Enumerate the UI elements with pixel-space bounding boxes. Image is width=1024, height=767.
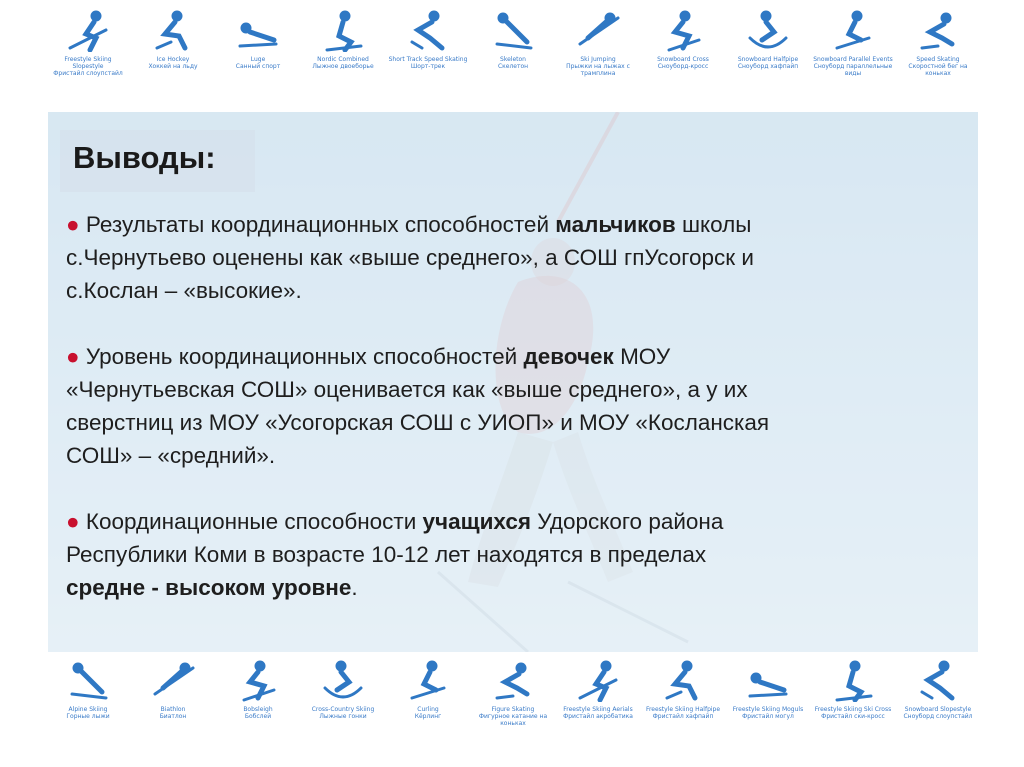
- freestyle-halfpipe-icon: [661, 658, 705, 702]
- pictogram-label: Luge Санный спорт: [235, 56, 281, 70]
- bobsleigh-icon: [236, 658, 280, 702]
- snowboard-cross-icon: [661, 8, 705, 52]
- sport-pictogram: [558, 658, 638, 720]
- bullet-icon: ●: [66, 212, 86, 237]
- sport-pictogram: [303, 658, 383, 720]
- pictogram-label: Speed Skating Скоростной бег на коньках: [908, 56, 968, 77]
- speed-skating-icon: [916, 8, 960, 52]
- sport-pictogram: [48, 658, 128, 720]
- emphasis-text: девочек: [523, 344, 614, 369]
- pictogram-label: Freestyle Skiing Ski Cross Фристайл ски-кросс: [814, 706, 892, 720]
- sport-pictogram: [133, 8, 213, 70]
- luge-icon: [236, 8, 280, 52]
- text-segment: школы: [675, 212, 752, 237]
- sport-pictogram: [473, 8, 553, 70]
- text-line: [66, 274, 966, 307]
- emphasis-text: учащихся: [422, 509, 532, 534]
- text-segment: «Чернутьевская СОШ» оценивается как «выше среднего», а у их: [66, 377, 748, 402]
- sport-pictogram: [813, 8, 893, 77]
- sport-pictogram: [643, 658, 723, 720]
- pictogram-label: Short Track Speed Skating Шорт-трек: [388, 56, 468, 70]
- freestyle-moguls-icon: [746, 658, 790, 702]
- pictogram-label: Snowboard Halfpipe Сноуборд хафпайп: [737, 56, 799, 70]
- figure-skating-icon: [491, 658, 535, 702]
- cross-country-skiing-icon: [321, 658, 365, 702]
- text-segment: с.Кослан – «высокие».: [66, 278, 302, 303]
- text-line: [66, 340, 966, 373]
- sport-pictogram: [388, 8, 468, 70]
- freestyle-ski-cross-icon: [831, 658, 875, 702]
- pictogram-label: Snowboard Parallel Events Сноуборд параллельные виды: [813, 56, 893, 77]
- short-track-icon: [406, 8, 450, 52]
- ski-jumping-icon: [576, 8, 620, 52]
- pictogram-label: Freestyle Skiing Slopestyle Фристайл слоупстайл: [53, 56, 123, 77]
- snowboard-slopestyle-icon: [916, 658, 960, 702]
- text-segment: сверстниц из МОУ «Усогорская СОШ с УИОП» и МОУ «Косланская: [66, 410, 770, 435]
- bottom-pictogram-strip: [48, 658, 978, 758]
- conclusion-paragraph: [66, 208, 966, 307]
- snowboard-halfpipe-icon: [746, 8, 790, 52]
- text-segment: Уровень координационных способностей: [85, 344, 524, 369]
- ice-hockey-icon: [151, 8, 195, 52]
- text-segment: Результаты координационных способностей: [85, 212, 556, 237]
- sport-pictogram: [133, 658, 213, 720]
- pictogram-label: Figure Skating Фигурное катание на коньках: [478, 706, 548, 727]
- bullet-icon: ●: [66, 344, 86, 369]
- pictogram-label: Nordic Combined Лыжное двоеборье: [312, 56, 374, 70]
- sport-pictogram: [728, 8, 808, 70]
- pictogram-label: Ice Hockey Хоккей на льду: [148, 56, 198, 70]
- conclusion-paragraph: [66, 340, 966, 472]
- text-line: [66, 241, 966, 274]
- snowboard-parallel-icon: [831, 8, 875, 52]
- sport-pictogram: [813, 658, 893, 720]
- pictogram-label: Ski Jumping Прыжки на лыжах с трамплина: [566, 56, 630, 77]
- slide-body: [66, 208, 966, 637]
- text-segment: с.Чернутьево оценены как «выше среднего», а СОШ гпУсогорск и: [66, 245, 754, 270]
- text-line: [66, 571, 966, 604]
- sport-pictogram: [898, 8, 978, 77]
- emphasis-text: мальчиков: [555, 212, 676, 237]
- sport-pictogram: [898, 658, 978, 720]
- pictogram-label: Alpine Skiing Горные лыжи: [66, 706, 110, 720]
- sport-pictogram: [643, 8, 723, 70]
- conclusion-paragraph: [66, 505, 966, 604]
- emphasis-text: средне - высоком уровне: [66, 575, 352, 600]
- top-pictogram-strip: [48, 8, 978, 108]
- text-segment: Координационные способности: [85, 509, 423, 534]
- text-line: [66, 373, 966, 406]
- freestyle-aerials-icon: [576, 658, 620, 702]
- sport-pictogram: [303, 8, 383, 70]
- text-line: [66, 439, 966, 472]
- text-segment: МОУ: [613, 344, 671, 369]
- nordic-combined-icon: [321, 8, 365, 52]
- pictogram-label: Freestyle Skiing Moguls Фристайл могул: [732, 706, 804, 720]
- bullet-icon: ●: [66, 509, 86, 534]
- text-segment: СОШ» – «средний».: [66, 443, 276, 468]
- skeleton-icon: [491, 8, 535, 52]
- sport-pictogram: [388, 658, 468, 720]
- text-line: [66, 208, 966, 241]
- text-segment: Республики Коми в возрасте 10-12 лет находятся в пределах: [66, 542, 707, 567]
- pictogram-label: Snowboard Slopestyle Сноуборд слоупстайл: [903, 706, 973, 720]
- text-line: [66, 406, 966, 439]
- pictogram-label: Freestyle Skiing Halfpipe Фристайл хафпайп: [645, 706, 721, 720]
- slide-title: Выводы:: [73, 140, 216, 175]
- alpine-skiing-icon: [66, 658, 110, 702]
- text-segment: Удорского района: [531, 509, 724, 534]
- pictogram-label: Skeleton Скелетон: [497, 56, 529, 70]
- text-line: [66, 538, 966, 571]
- sport-pictogram: [48, 8, 128, 77]
- pictogram-label: Freestyle Skiing Aerials Фристайл акробатика: [563, 706, 633, 720]
- sport-pictogram: [728, 658, 808, 720]
- sport-pictogram: [218, 8, 298, 70]
- pictogram-label: Curling Кёрлинг: [414, 706, 442, 720]
- curling-icon: [406, 658, 450, 702]
- pictogram-label: Biathlon Биатлон: [159, 706, 187, 720]
- sport-pictogram: [473, 658, 553, 727]
- pictogram-label: Cross-Country Skiing Лыжные гонки: [311, 706, 375, 720]
- freestyle-skiing-icon: [66, 8, 110, 52]
- pictogram-label: Bobsleigh Бобслей: [243, 706, 273, 720]
- text-segment: .: [351, 575, 358, 600]
- sport-pictogram: [558, 8, 638, 77]
- pictogram-label: Snowboard Cross Сноуборд-кросс: [657, 56, 709, 70]
- text-line: [66, 505, 966, 538]
- sport-pictogram: [218, 658, 298, 720]
- biathlon-icon: [151, 658, 195, 702]
